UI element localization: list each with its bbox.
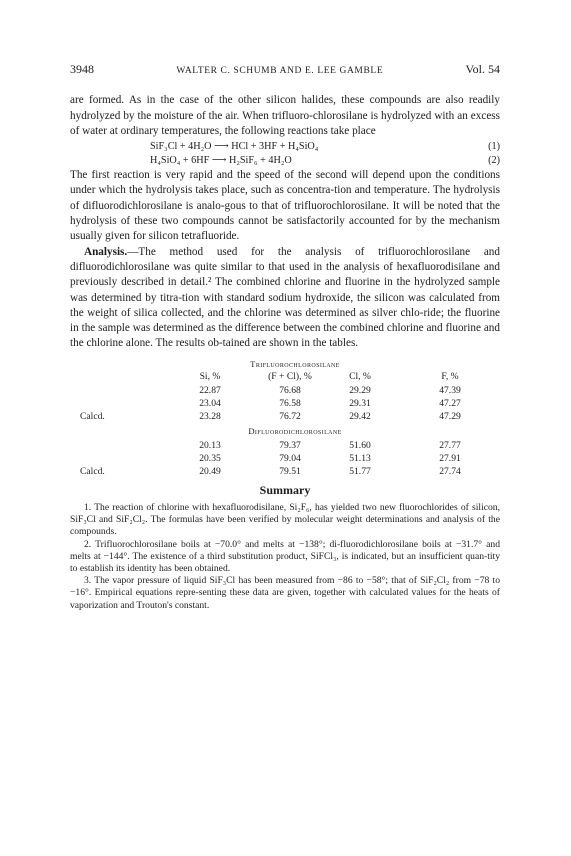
cell-f: 47.39 xyxy=(439,384,461,396)
cell-f-cl: 76.58 xyxy=(279,397,301,409)
table-row xyxy=(70,466,500,478)
equation-2-number: (2) xyxy=(488,155,500,167)
journal-page xyxy=(70,62,500,611)
summary-item-1: 1. The reaction of chlorine with hexafluorodisilane, Si₂F₆, has yielded two new fluorochlorides of silicon, SiF₃Cl and SiF₂Cl₂. The formulas have been verified by molecular weight determinations and analysis of the compounds. xyxy=(70,501,500,538)
cell-cl: 51.13 xyxy=(349,452,371,464)
cell-f: 27.77 xyxy=(439,439,461,451)
cell-f-cl: 76.68 xyxy=(279,384,301,396)
cell-f: 47.29 xyxy=(439,410,461,422)
volume-number: Vol. 54 xyxy=(465,62,500,76)
equation-1 xyxy=(70,140,500,154)
table-row xyxy=(70,440,500,452)
cell-cl: 29.42 xyxy=(349,410,371,422)
cell-f-cl: 79.04 xyxy=(279,452,301,464)
cell-cl: 51.77 xyxy=(349,465,371,477)
table-row xyxy=(70,411,500,423)
table-row xyxy=(70,385,500,397)
cell-cl: 29.29 xyxy=(349,384,371,396)
cell-f: 27.74 xyxy=(439,465,461,477)
table-title-difluorodichlorosilane: Difluorodichlorosilane xyxy=(248,425,342,436)
summary-item-2: 2. Trifluorochlorosilane boils at −70.0° and melts at −138°; di-fluorodichlorosilane boils at −31.7° and melts at −144°. The existence of a third substitution product, SiFCl₃, is indicated, but an insufficient quan-tity to establish its identity has been obtained. xyxy=(70,538,500,574)
paragraph-analysis xyxy=(70,245,500,352)
equation-1-number: (1) xyxy=(488,141,500,153)
cell-cl: 29.31 xyxy=(349,397,371,409)
row-label: Calcd. xyxy=(80,410,105,422)
analysis-text: —The method used for the analysis of trifluorochlorosilane and difluorodichlorosilane was quite similar to that used in the analysis of hexafluorodisilane and previously described in detail.² The combined chlorine and fluorine in the hydrolyzed sample was determined by titra-tion with standard sodium hydroxide, the silicon was calculated from the weight of silica collected, and the chlorine was determined as silver chlo-ride; the fluorine in the sample was determined as the difference between the combined chlorine and fluorine and the chlorine alone. The results ob-tained are shown in the tables. xyxy=(70,245,500,350)
cell-si: 22.87 xyxy=(199,384,221,396)
cell-f-cl: 79.37 xyxy=(279,439,301,451)
summary-item-3: 3. The vapor pressure of liquid SiF₃Cl has been measured from −86 to −58°; that of SiF₂Cl₂ from −78 to −16°. Empirical equations repre-senting these data are given, together with calculated values for the heats of vaporization and Trouton's constant. xyxy=(70,575,500,611)
header-si: Si, % xyxy=(199,370,221,382)
page-number: 3948 xyxy=(70,62,94,76)
paragraph-hydrolysis: are formed. As in the case of the other silicon halides, these compounds are also readily hydrolyzed by the moisture of the air. When trifluoro-chlorosilane is hydrolyzed with an excess of water at ordinary temperatures, the following reactions take place xyxy=(70,94,500,137)
table-title-trifluorochlorosilane: Trifluorochlorosilane xyxy=(250,358,340,369)
cell-f-cl: 79.51 xyxy=(279,465,301,477)
cell-si: 20.13 xyxy=(199,439,221,451)
cell-f: 27.91 xyxy=(439,452,461,464)
header-f-cl: (F + Cl), % xyxy=(268,370,312,382)
cell-cl: 51.60 xyxy=(349,439,371,451)
equation-2 xyxy=(70,154,500,168)
cell-si: 20.35 xyxy=(199,452,221,464)
equation-2-text: H₄SiO₄ + 6HF ⟶ H₂SiF₆ + 4H₂O xyxy=(150,155,292,167)
running-authors: WALTER C. SCHUMB AND E. LEE GAMBLE xyxy=(176,66,384,76)
summary-section xyxy=(70,482,500,612)
cell-f: 47.27 xyxy=(439,397,461,409)
table-row xyxy=(70,453,500,465)
paragraph-reaction-rates: The first reaction is very rapid and the speed of the second will depend upon the conditions under which the hydrolysis takes place, such as concentra-tion and temperature. The hydrolysis of difluorodichlorosilane is analo-gous to that of trifluorochlorosilane. It will be noted that the hydrolysis of these two compounds cannot be satisfactorily accounted for by the mechanism usually given for silicon tetrafluoride. xyxy=(70,169,500,243)
table-header-row xyxy=(70,371,500,383)
cell-si: 23.04 xyxy=(199,397,221,409)
row-label: Calcd. xyxy=(80,465,105,477)
cell-f-cl: 76.72 xyxy=(279,410,301,422)
table-row xyxy=(70,398,500,410)
header-f: F, % xyxy=(441,370,459,382)
equation-1-text: SiF₃Cl + 4H₂O ⟶ HCl + 3HF + H₄SiO₄ xyxy=(150,141,319,153)
analysis-table xyxy=(70,358,500,611)
summary-heading: Summary xyxy=(259,482,311,497)
running-header xyxy=(70,62,500,79)
header-cl: Cl, % xyxy=(349,370,371,382)
cell-si: 20.49 xyxy=(199,465,221,477)
cell-si: 23.28 xyxy=(199,410,221,422)
analysis-heading: Analysis. xyxy=(84,245,128,258)
